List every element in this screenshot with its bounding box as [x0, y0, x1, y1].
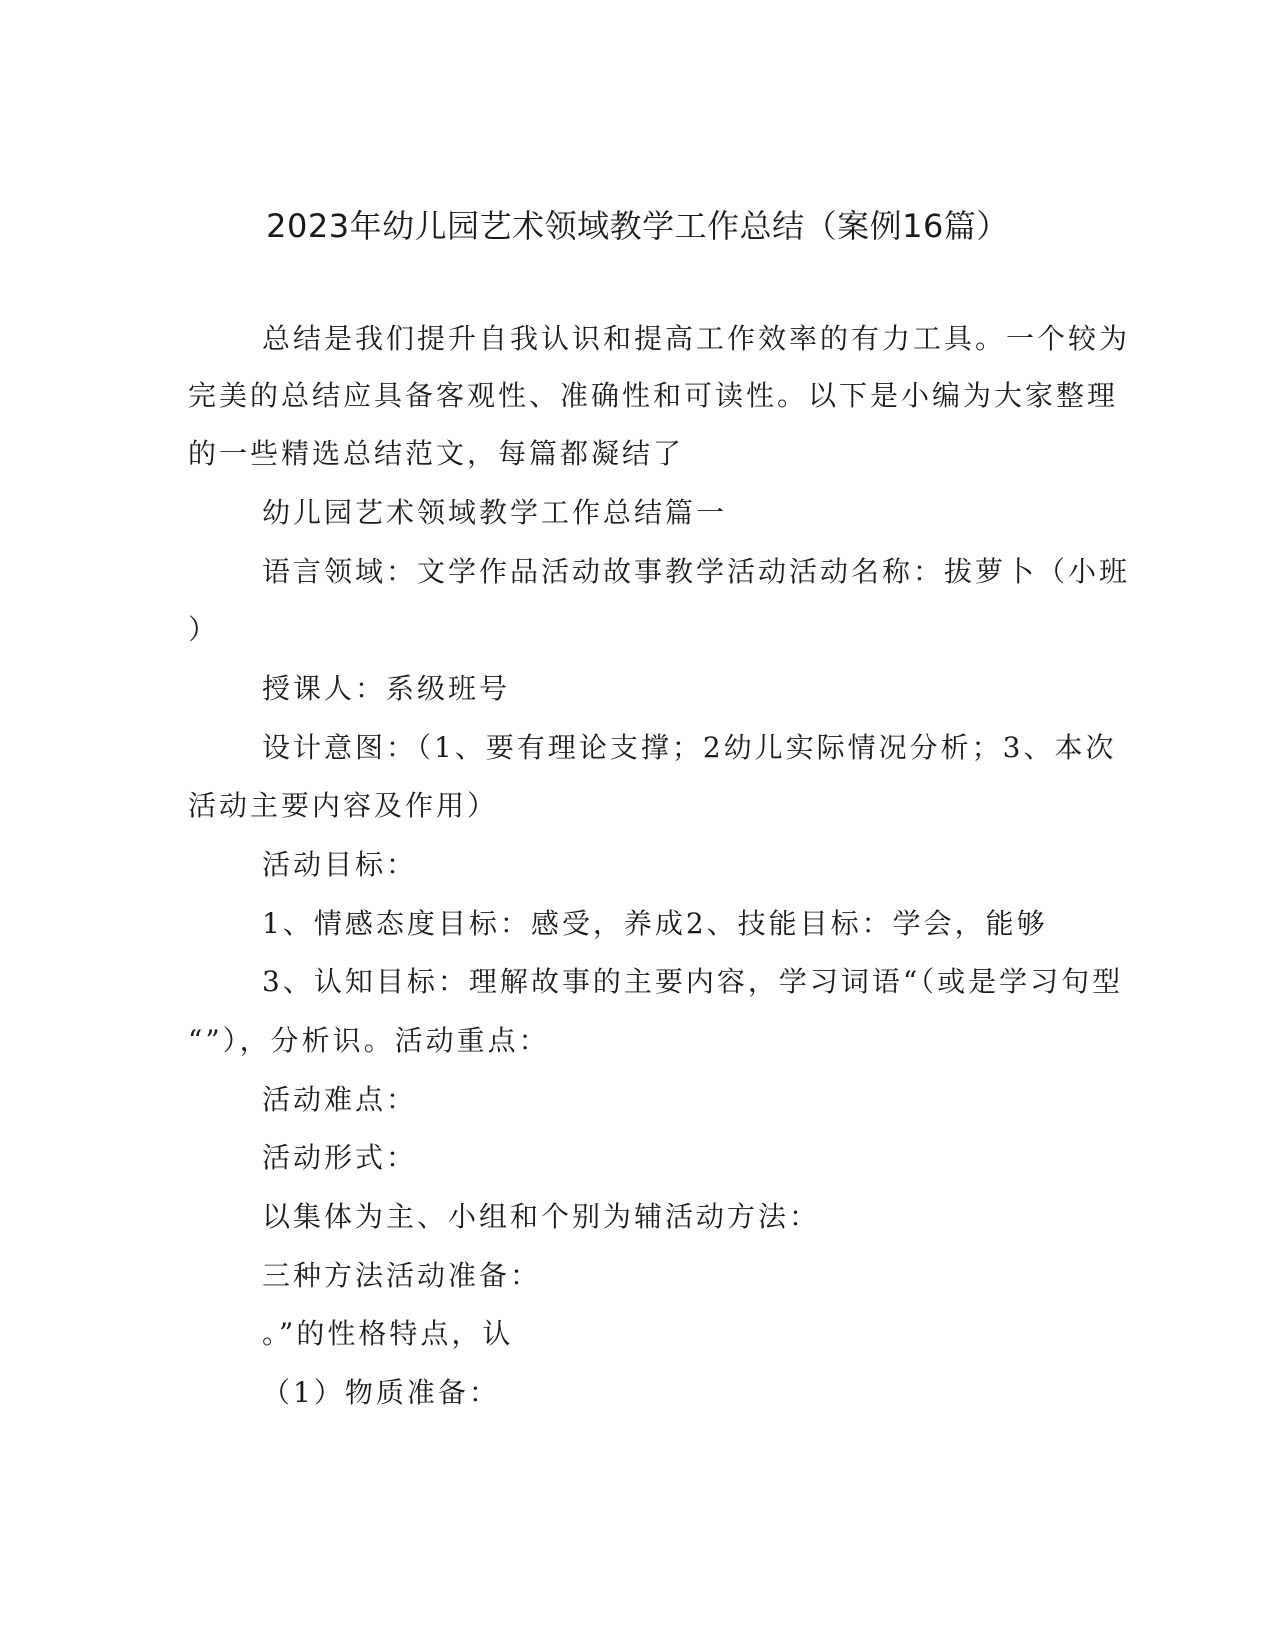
- body-line: 三种方法活动准备：: [262, 1259, 542, 1292]
- document-title: 2023年幼儿园艺术领域教学工作总结（案例16篇）: [266, 207, 1009, 245]
- body-line: 设计意图：（1、要有理论支撑；2幼儿实际情况分析；3、本次: [262, 731, 1117, 764]
- body-line: 完美的总结应具备客观性、准确性和可读性。以下是小编为大家整理: [188, 379, 1119, 412]
- body-line: 1、情感态度目标：感受，养成2、技能目标：学会，能够: [262, 907, 1048, 940]
- body-line: 以集体为主、小组和个别为辅活动方法：: [262, 1200, 821, 1233]
- body-line: 活动目标：: [262, 848, 418, 881]
- body-line: 活动难点：: [262, 1083, 418, 1116]
- body-line: （1）物质准备：: [262, 1376, 500, 1409]
- body-line: 3、认知目标：理解故事的主要内容，学习词语“（或是学习句型: [262, 965, 1124, 998]
- body-line: “”），分析识。活动重点：: [188, 1024, 550, 1057]
- body-line: 总结是我们提升自我认识和提高工作效率的有力工具。一个较为: [262, 322, 1131, 355]
- body-line: 活动主要内容及作用）: [188, 789, 499, 822]
- body-line: ）: [188, 613, 220, 646]
- body-line: 语言领域：文学作品活动故事教学活动活动名称：拔萝卜（小班: [262, 555, 1131, 588]
- body-line: 授课人：系级班号: [262, 672, 511, 705]
- body-line: 的一些精选总结范文，每篇都凝结了: [188, 437, 685, 470]
- section-heading: 幼儿园艺术领域教学工作总结篇一: [262, 496, 728, 529]
- body-line: 活动形式：: [262, 1141, 418, 1174]
- body-line: 。”的性格特点，认: [262, 1317, 514, 1350]
